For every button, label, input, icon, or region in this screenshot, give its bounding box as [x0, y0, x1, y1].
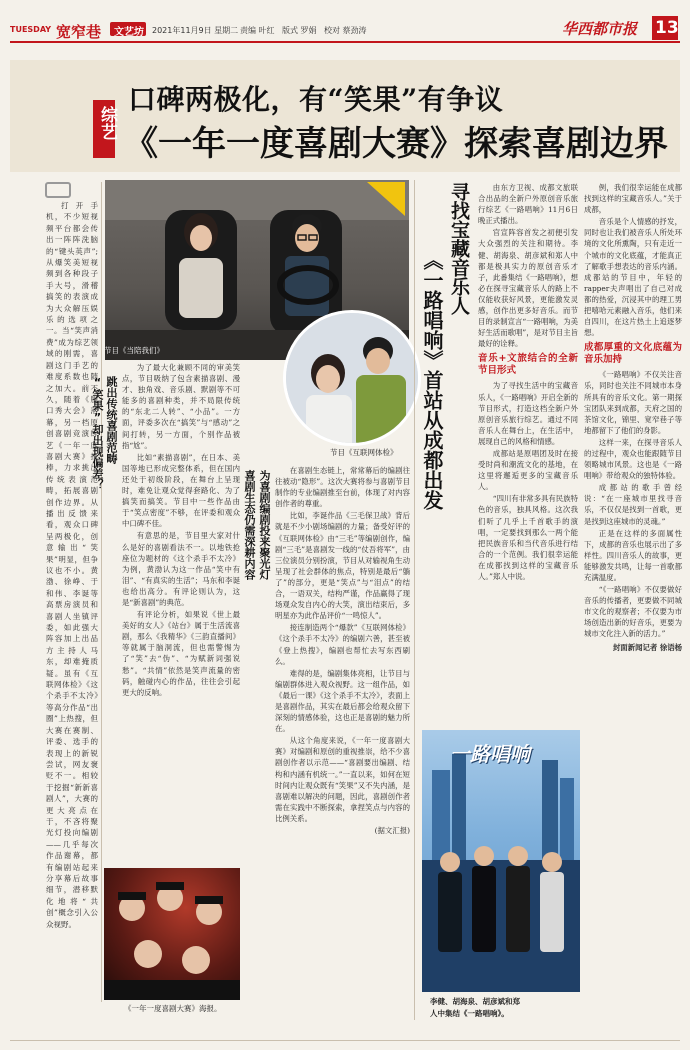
checkup-photo: [283, 310, 421, 446]
kicker-2-line-2: 喜剧生态仍需深耕内容: [243, 470, 256, 580]
center-paragraph-5: 从这个角度来说，《一年一度喜剧大赛》对编剧和原创的重视推崇，给不少喜剧创作者以示范——“喜剧要出编剧、结构和内涵有机统一。”一直以来，如何在短时间内让观众既有“笑果”又不失内涵，是喜剧难以解决的问题，因此，喜剧创作者需在实践中不断探索，拿捏笑点与内容的比例关系。: [275, 736, 410, 823]
right-headline-line-2: 《一路唱响》首站从成都出发: [420, 250, 444, 510]
checkup-scene-illustration: [286, 313, 421, 446]
singing-poster-caption-2: 人中集结《一路唱响》。: [430, 1009, 509, 1018]
mid-column-text: [122, 362, 240, 862]
center-paragraph-2: 比如，李诞作品《三毛保卫战》背后就是不少小剧场编剧的力量；备受好评的《互联网体检》由“三毛”等编剧创作，编剧“三毛”是喜剧发一线的“仗吾将军”，由三位演员分别扮演，节目从对输视角生动呈现了社会群体的焦点，特别是最后“躺了”的部分，更是“笑点”与“泪点”的结合，一语双关，结构严谨，作品赢得了现场观众发自内心的大笑，演出结束后，多明星亦为此作品评价“一鸣惊人”。: [275, 511, 410, 621]
editor-1: 责编 叶红: [240, 26, 275, 35]
driving-photo-caption: 节目《当陪我们》: [104, 346, 164, 355]
section-tag: 综艺: [97, 106, 117, 140]
page-bottom-rule: [10, 1040, 680, 1041]
mid-paragraph-4: 有评论分析，如果说《世上最美好的女人》《站台》属于生活流喜剧，那么《我精华》《三韵直播间》等就属于脑洞流，但也需警惕为了“笑”去“伪”、“为赋新词强说愁”。“共情”依然是笑声流量的密码，触碰内心的作品，往往会引起更大的反响。: [122, 610, 240, 697]
left-column-paragraph: 打开手机，不少短视频平台都会传出一阵阵洗脑的“键头英声”;从爆笑美短视频到各种段子手大号，滑稽搞笑的表演成为大众解压娱乐的选项之一。当“笑声消费”成为综艺领域的刚需，喜剧这门手艺的难度系数也随之加大。前不久，随着《脱口秀大会》落幕，另一档原创喜剧竞演综艺《一年一度喜剧大赛》接棒，力求挑出传统表演范畴，拓展喜剧创作边界。从播出反馈来看，观众口碑呈两极化，创意输出“笑果”明显，但争议也不小。黄渤、徐峥、于和伟、李诞等高票房演员和喜剧人坐镇评委，如此强大阵容加上出品方主持人马东，却难掩质疑。虽有《互联网体检》《这个杀手不太冷》等高分作品“出圈”上热搜，但大赛在赛制、评委、选手的表现上的新锐尝试，网友褒贬不一。相较于挖掘“新新喜剧人”，大赛的更大亮点在于，不吝将聚光灯投向编剧——几乎每次作品谢幕，都有编剧站起来分享幕后故事细节，潜移默化地将“共创”概念引入公众视野。: [46, 201, 98, 929]
right-b-paragraph-6: 正是在这样的多面属性下，成都的音乐也展示出了多样性。四川音乐人的故事，更能够激发共鸣，让每一首歌都充满温度。: [584, 528, 682, 582]
center-source: (据文汇报): [374, 826, 410, 835]
left-column-text: [46, 200, 98, 1000]
subsection-title: 文艺坊: [114, 27, 144, 38]
right-column-a-text: [478, 182, 578, 727]
mid-paragraph-3: 有意思的是，节目里大家对什么是好的喜剧看法不一。以地铁抢座位为题材的《这个杀手不太冷》为例，黄渤认为这一作品“笑中有泪”、“有真实的生活”；马东和李诞也给出高分。有评论则认为，这是“新喜剧”的典范。: [122, 531, 240, 607]
poster-illustration: [104, 868, 240, 1000]
kicker-1-line-1: 跳出传统喜剧范畴: [105, 376, 118, 464]
column-divider: [414, 180, 415, 1020]
center-paragraph-3: 接连制造两个“爆款”《互联网体检》《这个杀手不太冷》的编剧六善，甚至被《登上热搜》，编剧也帮忙去写东西刷么。: [275, 623, 410, 666]
right-a-paragraph-1: 由东方卫视、成都文旅联合出品的全新户外原创音乐旅行综艺《一路唱响》11月6日晚正式播出。: [478, 183, 578, 226]
right-b-paragraph-2: 音乐是个人情感的抒发，同时也让我们被音乐人所处环境的文化所熏陶，只有走近一个城市的文化底蕴，才能真正了解歌手想表达的音乐内涵。成都站的节目中，年轻的rapper夫声唱出了自己对成都的热爱，沉浸其中的理工男把嘻哈元素融入音乐，他们来自四川，在这片热土上追逐梦想。: [584, 217, 682, 338]
headline-line-2: 《一年一度喜剧大赛》探索喜剧边界: [124, 124, 668, 164]
right-a-paragraph-3: 为了寻找生活中的宝藏音乐人，《一路唱响》开启全新的节目形式，打造这档全新户外原创音乐旅行综艺。通过不同音乐人在舞台上，在生活中，展现自己的风格和情感。: [478, 381, 578, 446]
kicker-1-line-2: “笑果”却出现偏差？: [91, 376, 104, 490]
comedy-contest-poster: [104, 868, 240, 1000]
date-line: 2021年11月9日 星期二: [152, 26, 239, 35]
right-b-paragraph-4: 这样一来，在探寻音乐人的过程中，观众也能跟随节目领略城市风景。这也是《一路唱响》带给观众的独特体验。: [584, 437, 682, 481]
header-rule: [10, 41, 680, 43]
singing-show-poster: [422, 730, 580, 992]
page-header: [0, 0, 690, 40]
checkup-photo-caption: 节目《互联网体检》: [330, 448, 398, 457]
quote-icon: [45, 182, 71, 198]
right-b-paragraph-3: 《一路唱响》不仅关注音乐，同时也关注不同城市本身所具有的音乐文化。第一期探宝团队来到成都，天府之国的茶馆文化，锦里、宽窄巷子等地都留下了他们的身影。: [584, 370, 682, 435]
right-b-paragraph-7: “《一路唱响》不仅要做好音乐的传播者，更要做不同城市文化的观察者；不仅要为市场创造出新的好音乐，更要为城市文化注入新的活力。”: [584, 585, 682, 639]
paper-name: 华西都市报: [562, 20, 638, 38]
right-b-byline: 封面新闻记者 徐语杨: [612, 642, 682, 652]
singing-poster-illustration: [422, 730, 580, 992]
page-number: 13: [655, 18, 679, 38]
editor-3: 校对 蔡劲涛: [324, 26, 367, 35]
center-paragraph-1: 在喜剧生态链上，常常幕后的编剧往往被动“隐形”。这次大赛将参与喜剧节目制作的专业编剧推至台前，体现了对内容创作者的尊重。: [275, 466, 410, 509]
right-b-paragraph-1: 例，我们很幸运能在成都找到这样的宝藏音乐人。”关于成都，: [584, 183, 682, 215]
weekday-logo: TUESDAY: [10, 25, 52, 34]
right-a-subhead: 音乐+文旅结合的全新节目形式: [478, 353, 578, 377]
section-title: 宽窄巷: [56, 23, 102, 41]
mid-paragraph-1: 为了最大化兼顾不同的审美笑点，节目吸纳了包含素描喜剧、漫才、独角戏、音乐剧、默剧等不可能多的喜剧种类，并不局限传统的“东北二人转”、“小品”。一方面，评委多次在“搞笑”与“感动”之间打转，另一方面，个别作品被指“尬”。: [122, 363, 240, 450]
singing-poster-caption-1: 李健、胡海泉、胡彦斌和郑: [430, 997, 520, 1006]
singing-poster-title: 一路唱响: [450, 742, 530, 766]
mid-paragraph-2: 比如“素描喜剧”，在日本、美国等地已形成完整体系，但在国内还处于初级阶段，在舞台上呈现时，难免让观众觉得套路化、为了搞笑而搞笑。节目中一些作品由于“笑点密度”不够，在评委和观众中口碑不佳。: [122, 452, 240, 529]
kicker-2-line-1: 为喜剧编剧投来聚光灯: [258, 470, 271, 580]
poster-caption: 《一年一度喜剧大赛》海报。: [124, 1004, 222, 1013]
right-a-paragraph-2: 官宣阵容首发之初便引发大众强烈的关注和期待。李健、胡海泉、胡彦斌和郑人中都是极具实力的原创音乐才子，此番集结《一路唱响》，想必在探寻宝藏音乐人的路上不仅能收获好风景，更能激发灵感，创作出更多好音乐。而节目的录制宣言“一路唱响，为美好生活而歌唱”，是对节目主旨最好的诠释。: [478, 228, 578, 349]
right-b-subhead: 成都厚重的文化底蕴为音乐加持: [584, 342, 682, 366]
right-a-paragraph-5: “四川有非常多具有民族特色的音乐，独具风格。这次我们听了几乎上千首歌手的演唱，一定要找到那么一两个能把民族音乐和当代音乐进行结合的一个范例。我们很幸运能在成都找到这样的宝藏音乐人。”郑人中说。: [478, 494, 578, 581]
center-column-text: [275, 465, 410, 1020]
headline-line-1: 口碑两极化，有“笑果”有争议: [128, 83, 504, 116]
right-a-paragraph-4: 成都站是原唱团及时在接受时尚和潮流文化的基地，在这里将邂逅更多的宝藏音乐人。: [478, 448, 578, 492]
right-column-b-text: [584, 182, 682, 1027]
right-b-paragraph-5: 成都站的歌手曾经说：“在一座城市里找寻音乐，不仅仅是找到一首歌，更是找到这座城市的灵魂。”: [584, 483, 682, 526]
center-paragraph-4: 难得的是，编剧集体亮相，让节目与编剧群体进入观众视野。这一组作品，如《最后一课》《这个杀手不太冷》，表面上是喜剧作品，其实在最后都会给观众留下深刻的情感体验，这也正是喜剧的魅力所在。: [275, 668, 410, 734]
right-headline-line-1: 寻找宝藏音乐人: [448, 182, 470, 315]
left-divider: [101, 182, 102, 1002]
editor-2: 版式 罗娟: [282, 26, 317, 35]
